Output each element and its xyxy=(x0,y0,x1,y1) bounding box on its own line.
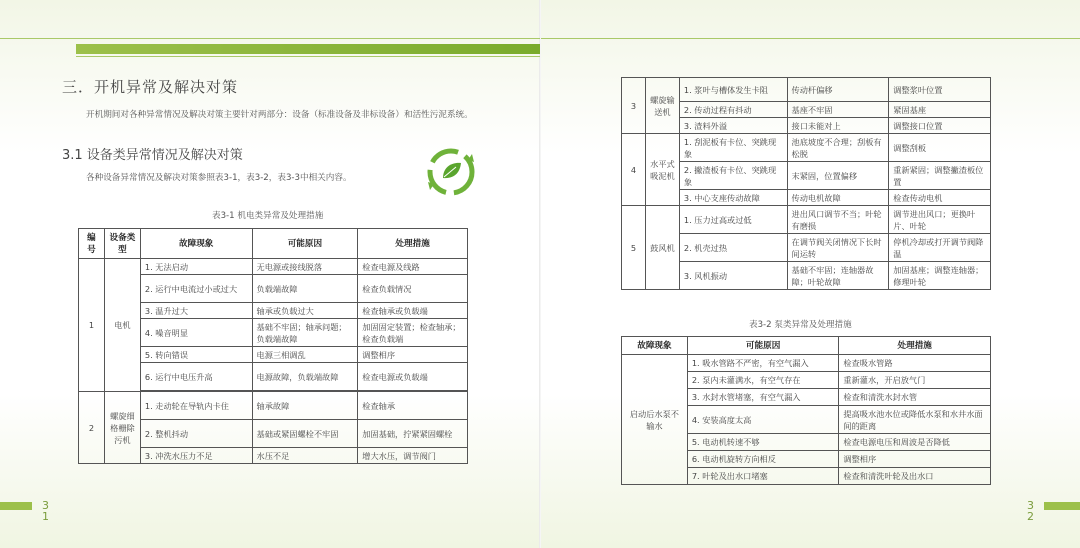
symptom-cell: 启动后水泵不输水 xyxy=(622,355,688,485)
table-3-2-caption: 表3-2 泵类异常及处理措施 xyxy=(749,320,852,330)
table-row xyxy=(622,134,991,162)
symptom-cell: 2. 整机抖动 xyxy=(140,420,252,448)
cause-cell: 6. 电动机旋转方向相反 xyxy=(687,451,839,468)
cause-cell: 7. 叶轮及出水口堵塞 xyxy=(687,468,839,485)
col-header: 故障现象 xyxy=(140,229,252,259)
table-3-1-continued xyxy=(621,77,991,290)
row-number: 4 xyxy=(622,134,646,206)
action-cell: 检查电源或负载端 xyxy=(358,363,468,391)
action-cell: 增大水压，调节阀门 xyxy=(358,448,468,464)
symptom-cell: 6. 运行中电压升高 xyxy=(140,363,252,391)
cause-cell: 轴承或负载过大 xyxy=(252,303,358,319)
page-number: 3 2 xyxy=(1027,499,1034,523)
equipment-type: 鼓风机 xyxy=(645,206,679,290)
symptom-cell: 2. 运行中电流过小或过大 xyxy=(140,275,252,303)
section-title: 三．开机异常及解决对策 xyxy=(62,78,239,96)
cause-cell: 基座不牢固 xyxy=(787,102,889,118)
cause-cell: 基础不牢固；连轴器故障；叶轮故障 xyxy=(787,262,889,290)
symptom-cell: 2. 机壳过热 xyxy=(679,234,787,262)
subsection-text: 各种设备异常情况及解决对策参照表3-1，表3-2，表3-3中相关内容。 xyxy=(86,173,352,183)
left-page xyxy=(0,0,539,548)
cause-cell: 1. 吸水管路不严密，有空气漏入 xyxy=(687,355,839,372)
cause-cell: 池底坡度不合理；刮板有松脱 xyxy=(787,134,889,162)
symptom-cell: 1. 无法启动 xyxy=(140,259,252,275)
cause-cell: 2. 泵内未灌满水，有空气存在 xyxy=(687,372,839,389)
cause-cell: 3. 水封水管堵塞，有空气漏入 xyxy=(687,389,839,406)
cause-cell: 负载端故障 xyxy=(252,275,358,303)
table-row xyxy=(622,206,991,234)
action-cell: 调整相序 xyxy=(839,451,991,468)
symptom-cell: 1. 刮泥板有卡位、突跳现象 xyxy=(679,134,787,162)
symptom-cell: 3. 风机振动 xyxy=(679,262,787,290)
col-header: 编号 xyxy=(79,229,105,259)
symptom-cell: 3. 温升过大 xyxy=(140,303,252,319)
action-cell: 重新灌水，开启放气门 xyxy=(839,372,991,389)
cause-cell: 5. 电动机转速不够 xyxy=(687,434,839,451)
action-cell: 调整浆叶位置 xyxy=(889,78,991,102)
cause-cell: 轴承故障 xyxy=(252,392,358,420)
cause-cell: 基础或紧固螺栓不牢固 xyxy=(252,420,358,448)
cause-cell: 4. 安装高度太高 xyxy=(687,406,839,434)
action-cell: 停机冷却或打开调节阀降温 xyxy=(889,234,991,262)
symptom-cell: 1. 浆叶与槽体发生卡阻 xyxy=(679,78,787,102)
action-cell: 紧固基座 xyxy=(889,102,991,118)
cause-cell: 接口未能对上 xyxy=(787,118,889,134)
symptom-cell: 1. 压力过高或过低 xyxy=(679,206,787,234)
page-number-bar xyxy=(1044,502,1080,510)
table-row xyxy=(622,78,991,102)
page-number: 3 1 xyxy=(42,499,49,523)
symptom-cell: 3. 渣料外溢 xyxy=(679,118,787,134)
symptom-cell: 4. 噪音明显 xyxy=(140,319,252,347)
table-3-1-caption: 表3-1 机电类异常及处理措施 xyxy=(212,211,324,221)
table-3-2 xyxy=(621,336,991,485)
cause-cell: 基础不牢固；轴承问题；负载端故障 xyxy=(252,319,358,347)
cause-cell: 水压不足 xyxy=(252,448,358,464)
col-header: 可能原因 xyxy=(687,337,839,355)
action-cell: 加固基座；调整连轴器；修理叶轮 xyxy=(889,262,991,290)
cause-cell: 电源三相调乱 xyxy=(252,347,358,363)
action-cell: 重新紧固；调整撇渣板位置 xyxy=(889,162,991,190)
action-cell: 调节进出风口；更换叶片、叶轮 xyxy=(889,206,991,234)
equipment-type: 螺旋输送机 xyxy=(645,78,679,134)
action-cell: 提高吸水池水位或降低水泵和水井水面间的距离 xyxy=(839,406,991,434)
cause-cell: 末紧固，位置偏移 xyxy=(787,162,889,190)
table-row xyxy=(622,355,991,372)
decorative-line xyxy=(76,56,540,57)
cause-cell: 在调节阀关闭情况下长时间运转 xyxy=(787,234,889,262)
recycle-leaf-icon xyxy=(425,146,477,198)
symptom-cell: 1. 走动轮在导轨内卡住 xyxy=(140,392,252,420)
equipment-type: 电机 xyxy=(104,259,140,392)
cause-cell: 无电源或接线脱落 xyxy=(252,259,358,275)
row-number: 1 xyxy=(79,259,105,392)
table-row xyxy=(79,392,468,420)
symptom-cell: 2. 撇渣板有卡位、突跳现象 xyxy=(679,162,787,190)
cause-cell: 传动杆偏移 xyxy=(787,78,889,102)
row-number: 5 xyxy=(622,206,646,290)
page-number-bar xyxy=(0,502,32,510)
right-page xyxy=(541,0,1080,548)
equipment-type: 螺旋细格栅除污机 xyxy=(104,392,140,464)
action-cell: 检查负载情况 xyxy=(358,275,468,303)
symptom-cell: 3. 中心支座传动故障 xyxy=(679,190,787,206)
cause-cell: 进出风口调节不当；叶轮有磨损 xyxy=(787,206,889,234)
action-cell: 加固固定装置；检查轴承；检查负载端 xyxy=(358,319,468,347)
symptom-cell: 3. 冲洗水压力不足 xyxy=(140,448,252,464)
col-header: 设备类型 xyxy=(104,229,140,259)
action-cell: 检查传动电机 xyxy=(889,190,991,206)
row-number: 3 xyxy=(622,78,646,134)
action-cell: 检查轴承 xyxy=(358,392,468,420)
row-number: 2 xyxy=(79,392,105,464)
header-bar xyxy=(76,44,540,54)
table-row xyxy=(79,259,468,275)
cause-cell: 传动电机故障 xyxy=(787,190,889,206)
action-cell: 加固基础，拧紧紧固螺栓 xyxy=(358,420,468,448)
symptom-cell: 5. 转向错误 xyxy=(140,347,252,363)
col-header: 可能原因 xyxy=(252,229,358,259)
cause-cell: 电源故障，负载端故障 xyxy=(252,363,358,391)
table-3-1 xyxy=(78,228,468,464)
decorative-line xyxy=(541,38,1080,39)
action-cell: 检查轴承或负载端 xyxy=(358,303,468,319)
action-cell: 调整刮板 xyxy=(889,134,991,162)
subsection-title: 3.1 设备类异常情况及解决对策 xyxy=(62,148,243,163)
action-cell: 调整相序 xyxy=(358,347,468,363)
action-cell: 调整接口位置 xyxy=(889,118,991,134)
col-header: 处理措施 xyxy=(358,229,468,259)
action-cell: 检查电源及线路 xyxy=(358,259,468,275)
col-header: 处理措施 xyxy=(839,337,991,355)
action-cell: 检查和清洗水封水管 xyxy=(839,389,991,406)
action-cell: 检查电源电压和周波是否降低 xyxy=(839,434,991,451)
col-header: 故障现象 xyxy=(622,337,688,355)
equipment-type: 水平式吸泥机 xyxy=(645,134,679,206)
symptom-cell: 2. 传动过程有抖动 xyxy=(679,102,787,118)
decorative-line xyxy=(0,38,540,39)
action-cell: 检查吸水管路 xyxy=(839,355,991,372)
action-cell: 检查和清洗叶轮及出水口 xyxy=(839,468,991,485)
intro-paragraph: 开机期间对各种异常情况及解决对策主要针对两部分：设备（标准设备及非标设备）和活性污泥系统。 xyxy=(86,110,473,120)
